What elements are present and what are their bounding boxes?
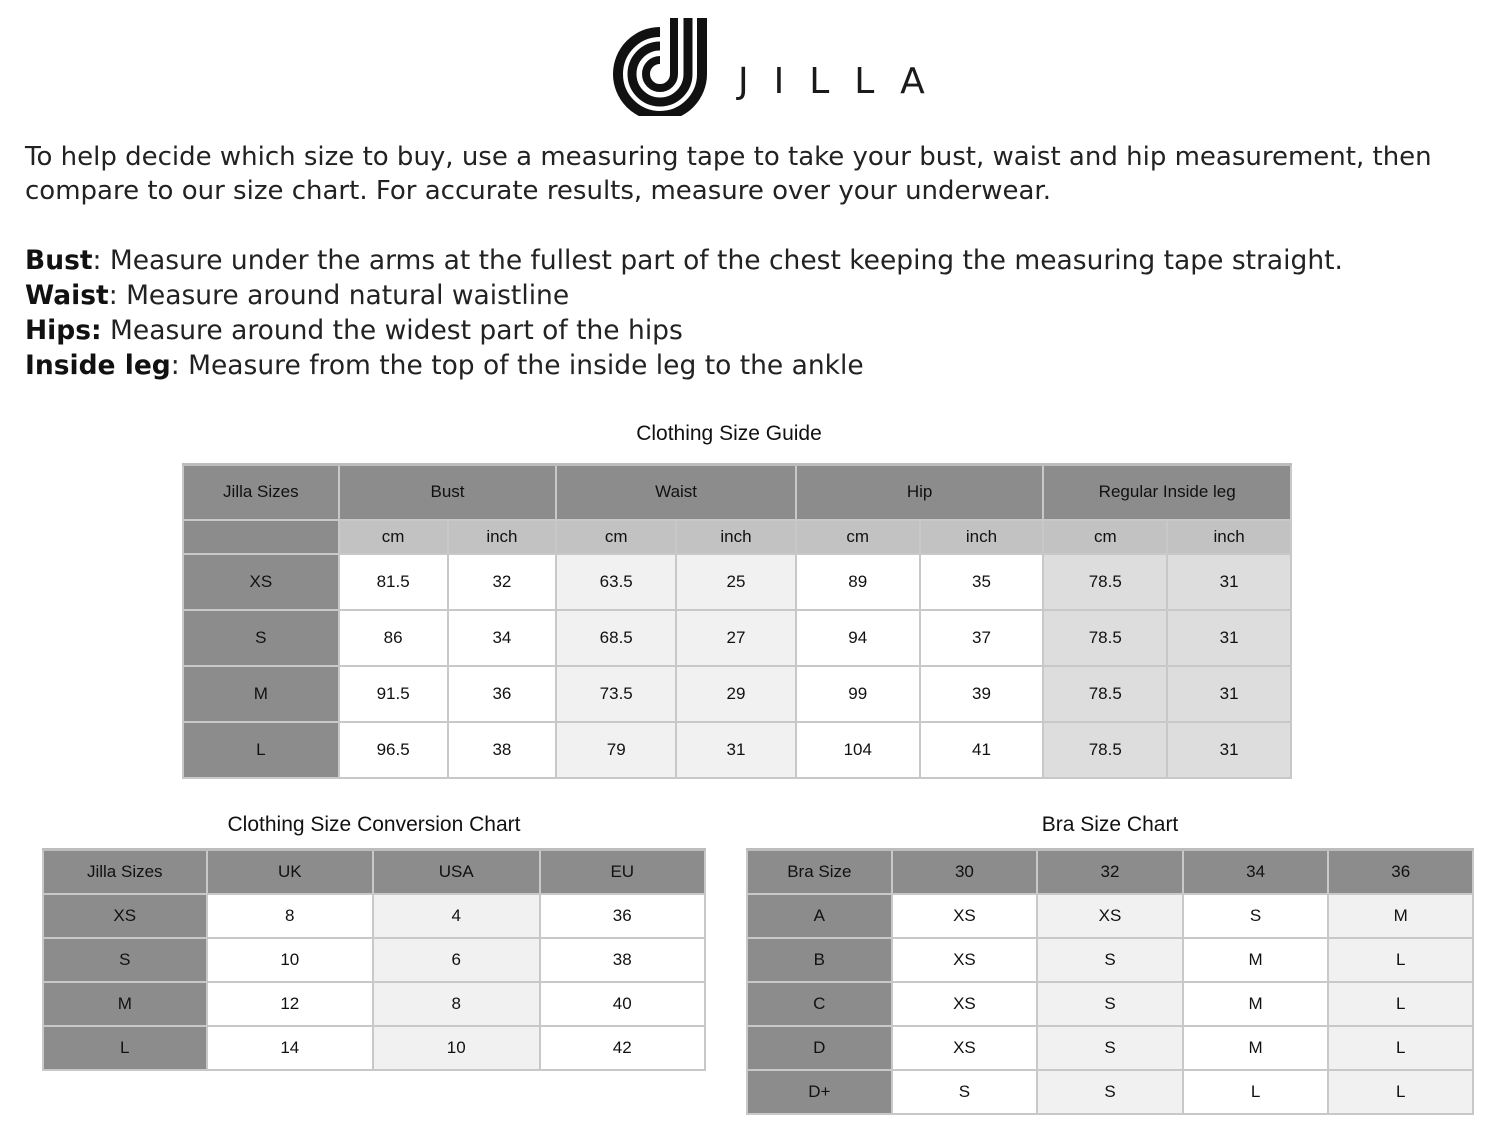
table-cell: 39 <box>920 666 1044 722</box>
column-header: Bra Size <box>747 850 892 894</box>
unit-label: cm <box>1043 520 1167 554</box>
table-cell: M <box>1183 982 1329 1026</box>
table-cell: L <box>1328 982 1473 1026</box>
table-cell: 29 <box>676 666 796 722</box>
table-row <box>43 894 705 938</box>
size-guide-header-row <box>183 465 1291 520</box>
conversion-table <box>42 848 706 1071</box>
definition-sep: : <box>170 350 180 381</box>
row-size-label: C <box>747 982 892 1026</box>
table-cell: 36 <box>448 666 557 722</box>
table-row <box>747 1070 1473 1114</box>
size-guide-table <box>182 463 1292 779</box>
table-cell: S <box>1037 938 1183 982</box>
table-row <box>747 894 1473 938</box>
column-header: 32 <box>1037 850 1183 894</box>
table-cell: 10 <box>207 938 373 982</box>
unit-label: inch <box>1167 520 1291 554</box>
table-cell: 78.5 <box>1043 554 1167 610</box>
row-size-label: D+ <box>747 1070 892 1114</box>
unit-label: cm <box>556 520 676 554</box>
unit-label: cm <box>796 520 920 554</box>
bra-header-row <box>747 850 1473 894</box>
table-cell: 38 <box>448 722 557 778</box>
table-row <box>43 938 705 982</box>
definition-term: Inside leg <box>25 350 171 381</box>
intro-text: To help decide which size to buy, use a measuring tape to take your bust, waist and hip measurement, then compare to our size chart. For accurate results, measure over your underwear. <box>25 142 1432 206</box>
table-cell: 89 <box>796 554 920 610</box>
table-cell: L <box>1328 938 1473 982</box>
table-cell: 32 <box>448 554 557 610</box>
table-cell: XS <box>892 894 1038 938</box>
row-size-label: A <box>747 894 892 938</box>
table-row <box>747 982 1473 1026</box>
table-cell: 31 <box>1167 610 1291 666</box>
jilla-logo-icon <box>606 16 718 116</box>
table-cell: 81.5 <box>339 554 448 610</box>
table-cell: XS <box>1037 894 1183 938</box>
definition-text: Measure around the widest part of the hips <box>101 315 683 346</box>
table-cell: 8 <box>207 894 373 938</box>
conversion-header-row <box>43 850 705 894</box>
table-cell: 8 <box>373 982 540 1026</box>
definition-waist <box>25 278 1485 313</box>
table-cell: 99 <box>796 666 920 722</box>
table-cell: 41 <box>920 722 1044 778</box>
size-guide-units-row <box>183 520 1291 554</box>
table-cell: S <box>1037 1026 1183 1070</box>
table-cell: 27 <box>676 610 796 666</box>
table-cell: 40 <box>540 982 706 1026</box>
table-cell: 37 <box>920 610 1044 666</box>
row-size-label: S <box>43 938 207 982</box>
definition-term: Waist <box>25 280 109 311</box>
table-cell: 31 <box>1167 554 1291 610</box>
row-size-label: XS <box>43 894 207 938</box>
table-cell: 94 <box>796 610 920 666</box>
table-cell: 31 <box>676 722 796 778</box>
table-cell: 10 <box>373 1026 540 1070</box>
table-cell: S <box>1183 894 1329 938</box>
brand-name: JILLA <box>738 61 950 102</box>
table-cell: M <box>1328 894 1473 938</box>
table-cell: 36 <box>540 894 706 938</box>
definition-text: Measure around natural waistline <box>117 280 570 311</box>
table-cell: XS <box>892 1026 1038 1070</box>
table-cell: 78.5 <box>1043 722 1167 778</box>
definition-bust <box>25 243 1485 278</box>
table-row <box>183 554 1291 610</box>
column-header: USA <box>373 850 540 894</box>
table-cell: 25 <box>676 554 796 610</box>
column-header: 34 <box>1183 850 1329 894</box>
table-cell: 86 <box>339 610 448 666</box>
definition-text: Measure from the top of the inside leg to the ankle <box>179 350 864 381</box>
table-cell: S <box>892 1070 1038 1114</box>
column-header: EU <box>540 850 706 894</box>
table-cell: L <box>1328 1026 1473 1070</box>
table-cell: 14 <box>207 1026 373 1070</box>
size-guide-title: Clothing Size Guide <box>636 422 822 445</box>
bra-size-table <box>746 848 1474 1115</box>
table-cell: 91.5 <box>339 666 448 722</box>
row-size-label: M <box>183 666 339 722</box>
table-cell: 104 <box>796 722 920 778</box>
size-guide-group: Regular Inside leg <box>1043 465 1291 520</box>
unit-label: inch <box>676 520 796 554</box>
row-size-label: L <box>183 722 339 778</box>
column-header: UK <box>207 850 373 894</box>
unit-label: inch <box>448 520 557 554</box>
definition-text: Measure under the arms at the fullest part of the chest keeping the measuring tape straight. <box>101 245 1343 276</box>
definition-sep: : <box>108 280 118 311</box>
definition-hips <box>25 313 1485 348</box>
table-row <box>747 1026 1473 1070</box>
table-cell: 68.5 <box>556 610 676 666</box>
row-size-label: D <box>747 1026 892 1070</box>
column-header: Jilla Sizes <box>43 850 207 894</box>
table-cell: 73.5 <box>556 666 676 722</box>
table-cell: 6 <box>373 938 540 982</box>
row-size-label: XS <box>183 554 339 610</box>
table-row <box>747 938 1473 982</box>
row-size-label: L <box>43 1026 207 1070</box>
unit-label: inch <box>920 520 1044 554</box>
table-cell: XS <box>892 938 1038 982</box>
brand-logo <box>606 16 950 116</box>
table-cell: S <box>1037 982 1183 1026</box>
table-cell: 31 <box>1167 666 1291 722</box>
table-cell: S <box>1037 1070 1183 1114</box>
table-cell: L <box>1183 1070 1329 1114</box>
table-cell: 12 <box>207 982 373 1026</box>
table-cell: 78.5 <box>1043 666 1167 722</box>
column-header: 30 <box>892 850 1038 894</box>
column-header: 36 <box>1328 850 1473 894</box>
table-row <box>183 722 1291 778</box>
definition-sep: : <box>92 245 102 276</box>
table-cell: 79 <box>556 722 676 778</box>
measurement-definitions <box>25 243 1485 383</box>
table-cell: 34 <box>448 610 557 666</box>
table-row <box>43 1026 705 1070</box>
table-cell: 35 <box>920 554 1044 610</box>
row-size-label: B <box>747 938 892 982</box>
definition-inside-leg <box>25 348 1485 383</box>
row-size-label: M <box>43 982 207 1026</box>
table-cell: M <box>1183 1026 1329 1070</box>
table-cell: 42 <box>540 1026 706 1070</box>
unit-label: cm <box>339 520 448 554</box>
row-size-label: S <box>183 610 339 666</box>
table-row <box>43 982 705 1026</box>
size-guide-group: Bust <box>339 465 557 520</box>
table-cell: 96.5 <box>339 722 448 778</box>
table-cell: M <box>1183 938 1329 982</box>
table-cell: 31 <box>1167 722 1291 778</box>
size-guide-corner: Jilla Sizes <box>183 465 339 520</box>
table-cell: 4 <box>373 894 540 938</box>
table-row <box>183 666 1291 722</box>
size-guide-group: Hip <box>796 465 1044 520</box>
table-cell: 63.5 <box>556 554 676 610</box>
definition-term: Bust <box>25 245 93 276</box>
size-guide-group: Waist <box>556 465 796 520</box>
table-cell: 38 <box>540 938 706 982</box>
table-cell: L <box>1328 1070 1473 1114</box>
size-guide-units-blank <box>183 520 339 554</box>
bra-title: Bra Size Chart <box>1041 813 1179 836</box>
conversion-title: Clothing Size Conversion Chart <box>227 813 521 836</box>
table-cell: 78.5 <box>1043 610 1167 666</box>
definition-term: Hips: <box>25 315 102 346</box>
table-row <box>183 610 1291 666</box>
table-cell: XS <box>892 982 1038 1026</box>
